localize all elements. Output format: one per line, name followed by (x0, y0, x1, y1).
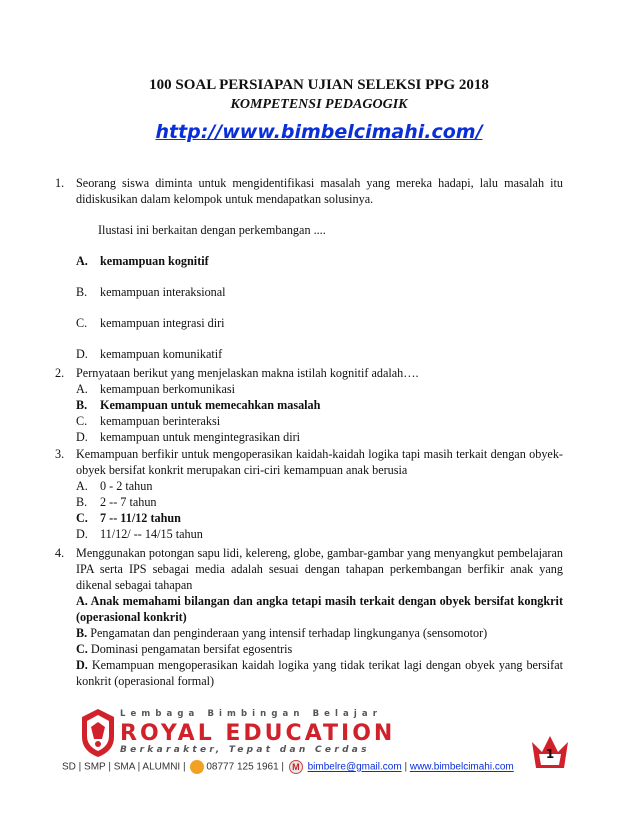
document-title: 100 SOAL PERSIAPAN UJIAN SELEKSI PPG 2018 (149, 77, 489, 93)
question-number: 3. (55, 447, 65, 461)
question-number: 1. (55, 176, 65, 190)
option-a: A. 0 - 2 tahun (76, 479, 153, 493)
option-d: D. kemampuan untuk mengintegrasikan diri (76, 430, 301, 444)
option-c: C. Dominasi pengamatan bersifat egosentris (76, 642, 293, 656)
option-a: A. Anak memahami bilangan dan angka tetapi masih terkait dengan obyek bersifat kongkrit (operasional konkrit) (76, 594, 564, 624)
question-3 (55, 446, 563, 542)
option-b: B. 2 -- 7 tahun (76, 495, 157, 509)
option-c: C. 7 -- 11/12 tahun (76, 511, 181, 525)
option-b: B. Kemampuan untuk memecahkan masalah (76, 398, 321, 412)
question-4 (55, 545, 563, 689)
option-c: C. kemampuan berinteraksi (76, 414, 221, 428)
footer-levels: SD | SMP | SMA | ALUMNI | (62, 761, 186, 773)
document-subtitle: KOMPETENSI PEDAGOGIK (230, 97, 408, 112)
question-illustration: Ilustasi ini berkaitan dengan perkembangan .... (98, 223, 326, 237)
option-c: C. kemampuan integrasi diri (76, 316, 225, 330)
option-b: B. Pengamatan dan penginderaan yang intensif terhadap lingkunganya (sensomotor) (76, 626, 488, 640)
question-1 (55, 175, 563, 362)
footer-email-link[interactable]: bimbelre@gmail.com (307, 761, 402, 773)
question-2 (55, 365, 563, 445)
mail-icon: M (289, 760, 303, 774)
brand-tagline: Berkarakter, Tepat dan Cerdas (120, 745, 370, 755)
option-b: B. kemampuan interaksional (76, 285, 226, 299)
footer-contact (62, 760, 514, 774)
option-d: D. 11/12/ -- 14/15 tahun (76, 527, 203, 541)
question-number: 2. (55, 366, 65, 380)
footer-phone: 08777 125 1961 | (206, 761, 285, 773)
lembaga-label: Lembaga Bimbingan Belajar (120, 709, 383, 719)
question-text: Menggunakan potongan sapu lidi, kelereng, globe, gambar-gambar yang menyangkut pembelajaran IPA serta IPS sebagai media adalah sesuai dengan tahapan perkembangan berfikir anak yang dikenal sebagai tahapan (76, 546, 563, 592)
royal-education-logo-icon (78, 707, 118, 759)
option-a: A. kemampuan kognitif (76, 254, 209, 268)
footer-website-link[interactable]: www.bimbelcimahi.com (409, 761, 514, 773)
website-link[interactable]: http://www.bimbelcimahi.com/ (155, 121, 483, 143)
option-a: A. kemampuan berkomunikasi (76, 382, 236, 396)
question-text: Pernyataan berikut yang menjelaskan makna istilah kognitif adalah…. (76, 366, 419, 380)
question-text: Kemampuan berfikir untuk mengoperasikan kaidah-kaidah logika tapi masih terkait dengan obyek-obyek bersifat konkrit merupakan ciri-ciri kemampuan anak berusia (76, 447, 563, 477)
question-text: Seorang siswa diminta untuk mengidentifikasi masalah yang mereka hadapi, lalu masalah itu didiskusikan dalam kelompok untuk mendapatkan solusinya. (76, 176, 563, 206)
page-number: 1 (545, 747, 555, 761)
question-number: 4. (55, 546, 65, 560)
footer-separator: | (404, 761, 408, 773)
brand-name: ROYAL EDUCATION (120, 721, 396, 746)
option-d: D. Kemampuan mengoperasikan kaidah logika yang tidak terikat lagi dengan obyek yang bersifat konkrit (operasional formal) (76, 658, 564, 688)
option-d: D. kemampuan komunikatif (76, 347, 223, 361)
whatsapp-icon (190, 760, 204, 774)
